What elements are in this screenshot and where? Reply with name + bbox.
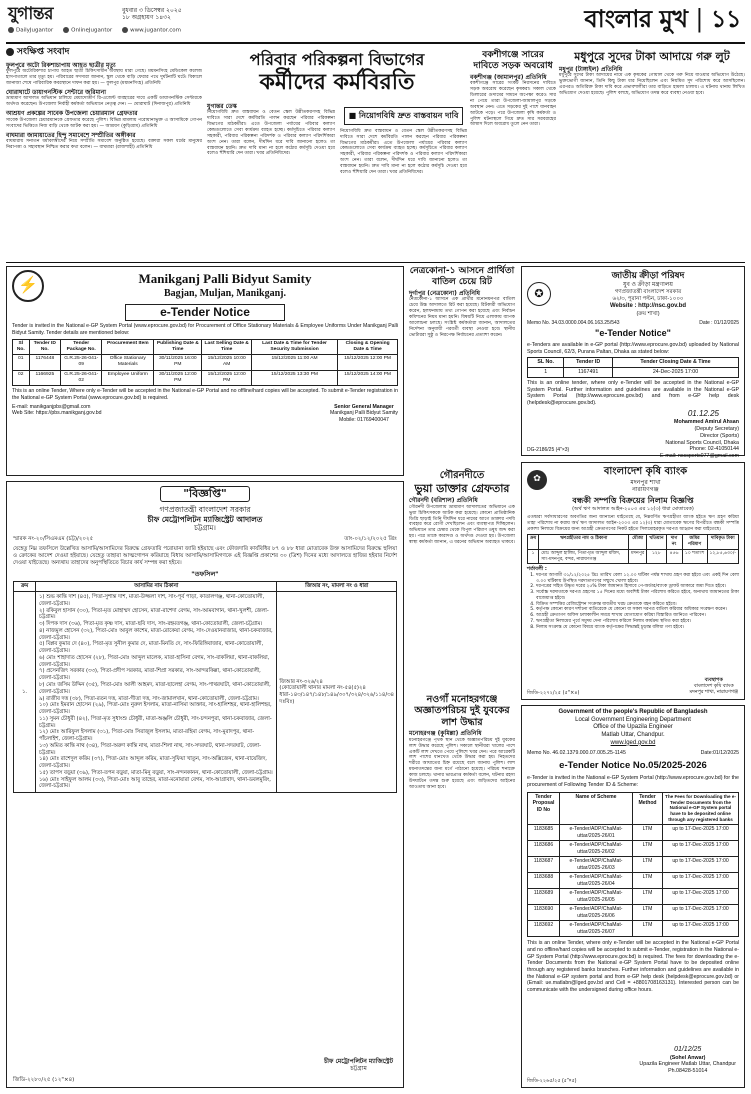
brief-news-title: সংক্ষিপ্ত সংবাদ — [6, 47, 202, 59]
tender-palli-bidyut[interactable] — [6, 266, 404, 476]
list-item: ১৩) অমিত কান্তি নাথ (৩৪), পিতা-অরুণ কান্তি নাথ, মাতা-শিলা নাথ, সাং-সদরঘাট, থানা-সদরঘাট, জেলা-চট্টগ্রাম। — [39, 742, 262, 756]
list-item: ১২) মোঃ আরিফুল ইসলাম (৩১), পিতা-মোঃ সিরাজুল ইসলাম, মাতা-রহিমা বেগম, সাং-মুরাদপুর, থানা-পাঁচলাইশ, জেলা-চট্টগ্রাম। — [39, 729, 255, 743]
table-row: 1 1167491 24-Dec-2025 17:00 — [528, 368, 739, 378]
tender-footer: This is an online Tender, Where only e-Tender will be accepted in the National e-GP Portal and no offline/hard copies will be accepted. To submit e-Tender registration in the National e-GP System Portal (www.eprocure.gov.bd) is required. — [12, 388, 398, 401]
schedule-table: ক্রম আসামির নাম ঠিকানা জিআর নং, মামলা নং ও ধারা ১. ১) শুভ কান্তি দাশ (৪৫), পিতা-সুশান্ত দাশ, মাতা-উজ্জলা দাশ, সাং-পূর্ব পাড়া, কাতালগঞ্জ, থানা-কোতোয়ালী, জেলা-চট্টগ্রাম। ২) রকিবুল হাসান (৩০), পিতা-মৃত মোহাম্মদ হোসেন, মাতা-রাশেদা বেগম, সাং-আমবাগান, থানা-খুলশী, জেলা-চট্টগ্রাম। ৩) দিপক দাস (৩৬), পিতা-মৃত কৃষ্ণ দাস, মাতা-ছবি দাস, সাং-রহমতগঞ্জ, থানা-কোতোয়ালী, জেলা-চট্টগ্রাম। ৪) নাজমুল হোসেন (৩২), পিতা-মোঃ আবুল কাশেম, মাতা-রোকেয়া বেগম, সাং-দেওয়ানবাজার, থানা-চকবাজার, জেলা-চট্টগ্রাম। ৫) বিপ্লব কুমার দে (৪০), পিতা-মৃত সুনীল কুমার দে, মাতা-মিনতি দে, সাং-ফিরিঙ্গিবাজার, থানা-কোতোয়ালী, জেলা-চট্টগ্রাম। ৬) মোঃ শাহাদাত হোসেন (২৮), পিতা-মোঃ আব্দুল মালেক, মাতা-হাসিনা বেগম, সাং-বাকলিয়া, থানা-বাকলিয়া, জেলা-চট্টগ্রাম। ৭) প্রসেনজিৎ সরকার (৩৩), পিতা-প্রদীপ সরকার, মাতা-শিপ্রা সরকার, সাং-আন্দরকিল্লা, থানা-কোতোয়ালী, জেলা-চট্টগ্রাম। ৮) মোঃ জসিম উদ্দিন (৩৫), পিতা-মোঃ আলী আহমদ, মাতা-ছালেহা বেগম, সাং-পাথরঘাটা, থানা-কোতোয়ালী, জেলা-চট্টগ্রাম। ৯) রাজীব দত্ত (৩৮), পিতা-রতন দত্ত, মাতা-গীতা দত্ত, সাং-জামালখান, থানা-কোতোয়ালী, জেলা-চট্টগ্রাম। ১০) মোঃ ইমরান হোসেন (২৯), পিতা-মোঃ নুরুল ইসলাম, মাতা-নাসিমা আক্তার, সাং-হালিশহর, থানা-হালিশহর, জেলা-চট্টগ্রাম। ১১) সুমন চৌধুরী (৪২), পিতা-মৃত সুধাংশু চৌধুরী, মাতা-অঞ্জলি চৌধুরী, সাং-চন্দনপুরা, থানা-চকবাজার, জেলা-চট্টগ্রাম। ১২) মোঃ আরিফুল ইসলাম (৩১), পিতা-মোঃ সিরাজুল ইসলাম, মাতা-রহিমা বেগম, সাং-মুরাদপুর, থানা-পাঁচলাইশ, জেলা-চট্টগ্রাম। ১৩) অমিত কান্তি নাথ (৩৪), পিতা-অরুণ কান্তি নাথ, মাতা-শিলা নাথ, সাং-সদরঘাট, থানা-সদরঘাট, জেলা-চট্টগ্রাম। ১৪) মোঃ রাশেদুল করিম (৩৭), পিতা-মোঃ আব্দুল করিম, মাতা-সুফিয়া খাতুন, সাং-অক্সিজেন, থানা-বায়েজিদ, জেলা-চট্টগ্রাম। ১৫) তাপস বড়ুয়া (৩৯), পিতা-তপন বড়ুয়া, মাতা-মিনু বড়ুয়া, সাং-নন্দনকানন, থানা-কোতোয়ালী, জেলা-চট্টগ্রাম। ১৬) মোঃ সাইফুল আলম (৩৩), পিতা-মোঃ আবু তাহের, মাতা-মনোয়ারা বেগম, সাং-আগ্রাবাদ, থানা-ডবলমুরিং, জেলা-চট্টগ্রাম। জিআর নং-৩২৬/২৪ (কোতোয়ালী থানার মামলা নং-৫৪(৫)২৪ ধারা-১৪৩/১৪৭/১৪৮/১৪৯/৩০৭/৩২৪/৩২৬/১১৪/৩৪ দঃবিঃ) — [13, 581, 397, 793]
list-item: ৩) দিপক দাস (৩৬), পিতা-মৃত কৃষ্ণ দাস, মাতা-ছবি দাস, সাং-রহমতগঞ্জ, থানা-কোতোয়ালী, জেলা-চট্টগ্রাম। — [39, 621, 263, 628]
website-link[interactable]: www.lged.gov.bd — [610, 739, 656, 746]
section-title: বাংলার মুখ | ১১ — [584, 4, 741, 33]
notice-court[interactable]: "বিজ্ঞপ্তি" গণপ্রজাতন্ত্রী বাংলাদেশ সরকার চীফ মেট্রোপলিটন ম্যাজিস্ট্রেট আদালত চট্টগ্রাম। স্মারক নং-২০/সিএমএম (চট্ট)/২০২৫ তাং-০২/১২/২০২৫ খ্রিঃ যেহেতু নিম্ন তফসিলে উল্লেখিত আসামি/আসামিদের বিরুদ্ধে গ্রেফতারি পরোয়ানা জারি হইয়াছে এবং ফৌজদারি কার্যবিধির ৮৭ ও ৮৮ ধারা মোতাবেক উক্ত আসামিদের বিরুদ্ধে হুলিয়া ও ক্রোকের আদেশ দেওয়া হইয়াছে। যেহেতু তাহারা আত্মগোপন করিয়াছে বিধায় আসামি/আসামিগণকে এই বিজ্ঞপ্তি প্রকাশের ৩০ (ত্রিশ) দিনের মধ্যে আদালতে হাজির হইবার নির্দেশ দেওয়া যাইতেছে। অন্যথায় তাহাদের অনুপস্থিতিতে বিচার কার্য সম্পন্ন করা হইবে। "তফসিল" ক্রম আসামির নাম ঠিকানা জিআর নং, মামলা নং ও ধারা ১. ১) শুভ কান্তি দাশ (৪৫), পিতা-সুশান্ত দাশ, মাতা-উজ্জলা দাশ, সাং-পূর্ব পাড়া, কাতালগঞ্জ, থানা-কোতোয়ালী, জেলা-চট্টগ্রাম। ২) রকিবুল হাসান (৩০), পিতা-মৃত মোহাম্মদ হোসেন, মাতা-রাশেদা বেগম, সাং-আমবাগান, থানা-খুলশী, জেলা-চট্টগ্রাম। ৩) দিপক দাস (৩৬), পিতা-মৃত কৃষ্ণ দাস, মাতা-ছবি দাস, সাং-রহমতগঞ্জ, থানা-কোতোয়ালী, জেলা-চট্টগ্রাম। ৪) নাজমুল হোসেন (৩২), পিতা-মোঃ আবুল কাশেম, মাতা-রোকেয়া বেগম, সাং-দেওয়ানবাজার, থানা-চকবাজার, জেলা-চট্টগ্রাম। ৫) বিপ্লব কুমার দে (৪০), পিতা-মৃত সুনীল কুমার দে, মাতা-মিনতি দে, সাং-ফিরিঙ্গিবাজার, থানা-কোতোয়ালী, জেলা-চট্টগ্রাম। ৬) মোঃ শাহাদাত হোসেন (২৮), পিতা-মোঃ আব্দুল মালেক, মাতা-হাসিনা বেগম, সাং-বাকলিয়া, থানা-বাকলিয়া, জেলা-চট্টগ্রাম। ৭) প্রসেনজিৎ সরকার (৩৩), পিতা-প্রদীপ সরকার, মাতা-শিপ্রা সরকার, সাং-আন্দরকিল্লা, থানা-কোতোয়ালী, জেলা-চট্টগ্রাম। ৮) মোঃ জসিম উদ্দিন (৩৫), পিতা-মোঃ আলী আহমদ, মাতা-ছালেহা বেগম, সাং-পাথরঘাটা, থানা-কোতোয়ালী, জেলা-চট্টগ্রাম। ৯) রাজীব দত্ত (৩৮), পিতা-রতন দত্ত, মাতা-গীতা দত্ত, সাং-জামালখান, থানা-কোতোয়ালী, জেলা-চট্টগ্রাম। ১০) মোঃ ইমরান হোসেন (২৯), পিতা-মোঃ নুরুল ইসলাম, মাতা-নাসিমা আক্তার, সাং-হালিশহর, থানা-হালিশহর, জেলা-চট্টগ্রাম। ১১) সুমন চৌধুরী (৪২), পিতা-মৃত সুধাংশু চৌধুরী, মাতা-অঞ্জলি চৌধুরী, সাং-চন্দনপুরা, থানা-চকবাজার, জেলা-চট্টগ্রাম। ১২) মোঃ আরিফুল ইসলাম (৩১), পিতা-মোঃ সিরাজুল ইসলাম, মাতা-রহিমা বেগম, সাং-মুরাদপুর, থানা-পাঁচলাইশ, জেলা-চট্টগ্রাম। ১৩) অমিত কান্তি নাথ (৩৪), পিতা-অরুণ কান্তি নাথ, মাতা-শিলা নাথ, সাং-সদরঘাট, থানা-সদরঘাট, জেলা-চট্টগ্রাম। ১৪) মোঃ রাশেদুল করিম (৩৭), পিতা-মোঃ আব্দুল করিম, মাতা-সুফিয়া খাতুন, সাং-অক্সিজেন, থানা-বায়েজিদ, জেলা-চট্টগ্রাম। ১৫) তাপস বড়ুয়া (৩৯), পিতা-তপন বড়ুয়া, মাতা-মিনু বড়ুয়া, সাং-নন্দনকানন, থানা-কোতোয়ালী, জেলা-চট্টগ্রাম। ১৬) মোঃ সাইফুল আলম (৩৩), পিতা-মোঃ আবু তাহের, মাতা-মনোয়ারা বেগম, সাং-আগ্রাবাদ, থানা-ডবলমুরিং, জেলা-চট্টগ্রাম। জিআর নং-৩২৬/২৪ (কোতোয়ালী থানার মামলা নং-৫৪(৫)২৪ ধারা-১৪৩/১৪৭/১৪৮/১৪৯/৩০৭/৩২৪/৩২৬/১১৪/৩৪ দঃবিঃ) চীফ মেট্রোপলিটন ম্যাজিস্ট্রেট চট্টগ্রাম জিডি-২২৮০/২৫ (১২"×৪) — [6, 481, 404, 1088]
story-nomination[interactable] — [409, 266, 515, 466]
col-header: Tender ID No. — [29, 339, 61, 355]
col-header: Last Selling Date & Time — [202, 339, 252, 355]
table-row: 1183688 e-Tender/ADP/ChaMat-uttar/2025-26/04 LTM up to 17-Dec-2025 17:00 — [528, 873, 739, 889]
list-item: ৬) মোঃ শাহাদাত হোসেন (২৮), পিতা-মোঃ আব্দুল মালেক, মাতা-হাসিনা বেগম, সাং-বাকলিয়া, থানা-বাকলিয়া, জেলা-চট্টগ্রাম। — [39, 654, 270, 668]
memo-date: Date:01/12/2025 — [700, 750, 739, 757]
table-row: 1183690 e-Tender/ADP/ChaMat-uttar/2025-26/06 LTM up to 17-Dec-2025 17:00 — [528, 905, 739, 921]
list-item: ১৪) মোঃ রাশেদুল করিম (৩৭), পিতা-মোঃ আব্দুল করিম, মাতা-সুফিয়া খাতুন, সাং-অক্সিজেন, থানা-বায়েজিদ, জেলা-চট্টগ্রাম। — [39, 756, 267, 770]
notice-title: e-Tender Notice No.05/2025-2026 — [559, 760, 707, 772]
story-byline: মধুপুর (টাঙ্গাইল) প্রতিনিধি — [559, 65, 623, 73]
signatory: (Sohel Anwar) — [670, 1054, 706, 1061]
story-fake-doctor[interactable] — [409, 470, 515, 688]
story-byline: দুর্গাপুর (নেত্রকোনা) প্রতিনিধি — [409, 289, 481, 297]
memo-no: Memo No. 34.03.0000.004.06.163.25/543 — [527, 319, 620, 326]
brief-headline: ফুলপুরে অটো রিকশাচাপায় আহত ছাত্রীর মৃত্যু — [6, 61, 116, 69]
issue-date: বুধবার ৩ ডিসেম্বর ২০২৫ — [122, 7, 182, 14]
bank-name: বাংলাদেশ কৃষি ব্যাংক — [603, 466, 688, 477]
bullet-icon — [6, 48, 14, 56]
table-row: 1183685 e-Tender/ADP/ChaMat-uttar/2025-26/01 LTM up to 17-Dec-2025 17:00 — [528, 825, 739, 841]
list-item: ৪) নাজমুল হোসেন (৩২), পিতা-মোঃ আবুল কাশেম, মাতা-রোকেয়া বেগম, সাং-দেওয়ানবাজার, থানা-চকবাজার, জেলা-চট্টগ্রাম। — [39, 627, 273, 641]
gov-seal-icon: ✪ — [527, 282, 551, 306]
story-cattle[interactable] — [559, 50, 745, 258]
story-body: গৌরনদী উপজেলায় ভ্রাম্যমাণ আদালতের অভিযানে এক ভুয়া চিকিৎসককে আটক করা হয়েছে। কোনো প্রাতিষ্ঠানিক ডিগ্রি ছাড়াই তিনি দীর্ঘদিন ধরে নামের আগে ডাক্তার পদবি ব্যবহার করে রোগী দেখছিলেন এবং ব্যবস্থাপত্র দিচ্ছিলেন। অভিযানে তার চেম্বার থেকে বিপুল পরিমাণ ওষুধ জব্দ করা হয়। পরে তাকে কারাদণ্ড ও অর্থদণ্ড দেওয়া হয়। উপজেলা স্বাস্থ্য কর্মকর্তা জানান, এ ধরনের অভিযান অব্যাহত থাকবে। — [409, 504, 515, 546]
brief-item[interactable] — [6, 110, 202, 129]
tender-table: SL No. Tender ID Tender Closing Date & Time 1 1167491 24-Dec-2025 17:00 — [527, 357, 739, 378]
court-name: চীফ মেট্রোপলিটন ম্যাজিস্ট্রেট আদালত — [147, 514, 263, 524]
contact-email[interactable]: E-mail: nscsports077@gmail.com — [660, 453, 739, 460]
list-item: ১) শুভ কান্তি দাশ (৪৫), পিতা-সুশান্ত দাশ, মাতা-উজ্জলা দাশ, সাং-পূর্ব পাড়া, কাতালগঞ্জ, থানা-কোতোয়ালী, জেলা-চট্টগ্রাম। — [39, 594, 265, 607]
newspaper-logo[interactable]: যুগান্তর — [8, 4, 53, 24]
tender-table — [12, 339, 398, 387]
lead-body-col2: নিয়োগবিধি দ্রুত বাস্তবায়ন ও বেতন স্কেল উন্নীতকরণসহ বিভিন্ন দাবিতে সারা দেশে কর্মবিরতি পালন করছেন পরিবার পরিকল্পনা বিভাগের মাঠকর্মীরা। এতে উপজেলা পর্যায়ের পরিবার কল্যাণ কেন্দ্রগুলোতে সেবা কার্যক্রম ব্যাহত হচ্ছে। কর্মসূচিতে পরিবার কল্যাণ সহকারী, পরিবার পরিকল্পনা পরিদর্শক ও পরিবার কল্যাণ পরিদর্শিকারা অংশ নেন। তারা বলেন, দীর্ঘদিন ধরে দাবি জানানো হলেও তা বাস্তবায়ন হয়নি। দ্রুত দাবি মানা না হলে কঠোর কর্মসূচি দেওয়া হবে বলেও হুঁশিয়ারি দেন তারা। খবর প্রতিনিধিদের। — [340, 128, 467, 175]
table-row: ১. ১) শুভ কান্তি দাশ (৪৫), পিতা-সুশান্ত দাশ, মাতা-উজ্জলা দাশ, সাং-পূর্ব পাড়া, কাতালগঞ্জ, থানা-কোতোয়ালী, জেলা-চট্টগ্রাম। ২) রকিবুল হাসান (৩০), পিতা-মৃত মোহাম্মদ হোসেন, মাতা-রাশেদা বেগম, সাং-আমবাগান, থানা-খুলশী, জেলা-চট্টগ্রাম। ৩) দিপক দাস (৩৬), পিতা-মৃত কৃষ্ণ দাস, মাতা-ছবি দাস, সাং-রহমতগঞ্জ, থানা-কোতোয়ালী, জেলা-চট্টগ্রাম। ৪) নাজমুল হোসেন (৩২), পিতা-মোঃ আবুল কাশেম, মাতা-রোকেয়া বেগম, সাং-দেওয়ানবাজার, থানা-চকবাজার, জেলা-চট্টগ্রাম। ৫) বিপ্লব কুমার দে (৪০), পিতা-মৃত সুনীল কুমার দে, মাতা-মিনতি দে, সাং-ফিরিঙ্গিবাজার, থানা-কোতোয়ালী, জেলা-চট্টগ্রাম। ৬) মোঃ শাহাদাত হোসেন (২৮), পিতা-মোঃ আব্দুল মালেক, মাতা-হাসিনা বেগম, সাং-বাকলিয়া, থানা-বাকলিয়া, জেলা-চট্টগ্রাম। ৭) প্রসেনজিৎ সরকার (৩৩), পিতা-প্রদীপ সরকার, মাতা-শিপ্রা সরকার, সাং-আন্দরকিল্লা, থানা-কোতোয়ালী, জেলা-চট্টগ্রাম। ৮) মোঃ জসিম উদ্দিন (৩৫), পিতা-মোঃ আলী আহমদ, মাতা-ছালেহা বেগম, সাং-পাথরঘাটা, থানা-কোতোয়ালী, জেলা-চট্টগ্রাম। ৯) রাজীব দত্ত (৩৮), পিতা-রতন দত্ত, মাতা-গীতা দত্ত, সাং-জামালখান, থানা-কোতোয়ালী, জেলা-চট্টগ্রাম। ১০) মোঃ ইমরান হোসেন (২৯), পিতা-মোঃ নুরুল ইসলাম, মাতা-নাসিমা আক্তার, সাং-হালিশহর, থানা-হালিশহর, জেলা-চট্টগ্রাম। ১১) সুমন চৌধুরী (৪২), পিতা-মৃত সুধাংশু চৌধুরী, মাতা-অঞ্জলি চৌধুরী, সাং-চন্দনপুরা, থানা-চকবাজার, জেলা-চট্টগ্রাম। ১২) মোঃ আরিফুল ইসলাম (৩১), পিতা-মোঃ সিরাজুল ইসলাম, মাতা-রহিমা বেগম, সাং-মুরাদপুর, থানা-পাঁচলাইশ, জেলা-চট্টগ্রাম। ১৩) অমিত কান্তি নাথ (৩৪), পিতা-অরুণ কান্তি নাথ, মাতা-শিলা নাথ, সাং-সদরঘাট, থানা-সদরঘাট, জেলা-চট্টগ্রাম। ১৪) মোঃ রাশেদুল করিম (৩৭), পিতা-মোঃ আব্দুল করিম, মাতা-সুফিয়া খাতুন, সাং-অক্সিজেন, থানা-বায়েজিদ, জেলা-চট্টগ্রাম। ১৫) তাপস বড়ুয়া (৩৯), পিতা-তপন বড়ুয়া, মাতা-মিনু বড়ুয়া, সাং-নন্দনকানন, থানা-কোতোয়ালী, জেলা-চট্টগ্রাম। ১৬) মোঃ সাইফুল আলম (৩৩), পিতা-মোঃ আবু তাহের, মাতা-মনোয়ারা বেগম, সাং-আগ্রাবাদ, থানা-ডবলমুরিং, জেলা-চট্টগ্রাম। জিআর নং-৩২৬/২৪ (কোতোয়ালী থানার মামলা নং-৫৪(৫)২৪ ধারা-১৪৩/১৪৭/১৪৮/১৪৯/৩০৭/৩২৪/৩২৬/১১৪/৩৪ দঃবিঃ) — [14, 592, 397, 793]
memo-no: Memo No. 46.02.1379.000.07.005.25-1145 — [527, 750, 626, 757]
signatory: Mohammed Amirul Ahsan — [674, 419, 739, 426]
list-item: ৭) প্রসেনজিৎ সরকার (৩৩), পিতা-প্রদীপ সরকার, মাতা-শিপ্রা সরকার, সাং-আন্দরকিল্লা, থানা-কোতোয়ালী, জেলা-চট্টগ্রাম। — [39, 668, 261, 682]
auction-table: ক্রম ঋণগ্রহীতার নাম ও ঠিকানা মৌজা খতিয়ান দাগ নং জমির পরিমাণ দাবিকৃত টাকা ১ মোঃ আব্দুল হালিম, পিতা-মৃত আব্দুল মজিদ, সাং-মদনপুর, বন্দর, নারায়ণগঞ্জ মদনপুর ১২৮ ৪৫৬ ১০ শতাংশ ১২,৮৫,৬৩০/- — [527, 534, 739, 564]
schedule-title: "তফসিল" — [191, 569, 219, 578]
ad-code: জিডি-২২৬৫/২৫ (৫"×৫) — [527, 1077, 577, 1084]
tender-intro: Tender is invited in the National e-GP System Portal (www.eprocure.gov.bd) for Procurement of Office Stationary Materials & Employee Uniforms Under Manikganj Palli Bidyut Samity. Tender details are mentioned below: — [12, 323, 398, 337]
website-link[interactable]: Website : http://nsc.gov.bd — [609, 303, 687, 310]
list-item: ৮) মোঃ জসিম উদ্দিন (৩৫), পিতা-মোঃ আলী আহমদ, মাতা-ছালেহা বেগম, সাং-পাথরঘাটা, থানা-কোতোয়ালী, জেলা-চট্টগ্রাম। — [39, 682, 271, 695]
story-headline: নওগাঁ মনোহরগঞ্জে অজ্ঞাতপরিচয় দুই যুবকের লাশ উদ্ধার — [414, 694, 510, 728]
list-item: 8. নিলাম সংক্রান্ত যে কোনো বিষয়ে ব্যাংক কর্তৃপক্ষের সিদ্ধান্তই চূড়ান্ত বলিয়া গণ্য হইবে। — [536, 625, 739, 631]
story-headline: বকশীগঞ্জে সারের দাবিতে সড়ক অবরোধ — [473, 50, 553, 71]
table-row: 1183687 e-Tender/ADP/ChaMat-uttar/2025-26/03 LTM up to 17-Dec-2025 17:00 — [528, 857, 739, 873]
online-link[interactable]: OnlineJugantor — [63, 27, 112, 35]
masthead-rule — [6, 42, 745, 44]
table-row: 1183692 e-Tender/ADP/ChaMat-uttar/2025-26/07 LTM up to 17-Dec-2025 17:00 — [528, 921, 739, 937]
col-header: Tender Package No. — [61, 339, 102, 355]
story-headline: মধুপুরে সুদের টাকা আদায়ে গরু লুট — [574, 50, 730, 63]
table-row: 1183686 e-Tender/ADP/ChaMat-uttar/2025-26/02 LTM up to 17-Dec-2025 17:00 — [528, 841, 739, 857]
tender-table: Tender Proposal ID No Name of Scheme Tender Method The Fees for Downloading the e-Tender Documents from the National e-GP System portal have to be deposited online through any registered banks 1183685 e-Tender/ADP/ChaMat-uttar/2025-26/01 LTM up to 17-Dec-2025 17:00 1183686 e-Tender/ADP/ChaMat-uttar/2025-26/02 LTM up to 17-Dec-2025 17:00 1183687 e-Tender/ADP/ChaMat-uttar/2025-26/03 LTM up to 17-Dec-2025 17:00 1183688 e-Tender/ADP/ChaMat-uttar/2025-26/04 LTM up to 17-Dec-2025 17:00 1183689 e-Tender/ADP/ChaMat-uttar/2025-26/05 LTM up to 17-Dec-2025 17:00 1183690 e-Tender/ADP/ChaMat-uttar/2025-26/06 LTM up to 17-Dec-2025 17:00 1183692 e-Tender/ADP/ChaMat-uttar/2025-26/07 LTM up to 17-Dec-2025 17:00 — [527, 792, 739, 938]
issue-date-bangla: ১৮ অগ্রহায়ণ ১৪৩২ — [122, 14, 171, 21]
list-item: 1. দরপত্র আগামী ৩১/১২/২০২৫ খ্রিঃ তারিখ বেলা ১২.০০ ঘটিকা পর্যন্ত শাখায় গ্রহণ করা হইবে এবং একই দিন বেলা ৩.০০ ঘটিকায় উপস্থিত দরদাতাগণের সম্মুখে খোলা হইবে। — [536, 573, 739, 585]
ad-code: DG-2186/25 (4"×3) — [527, 446, 570, 453]
lead-body-col1: নিয়োগবিধি দ্রুত বাস্তবায়ন ও বেতন স্কেল উন্নীতকরণসহ বিভিন্ন দাবিতে সারা দেশে কর্মবিরতি পালন করছেন পরিবার পরিকল্পনা বিভাগের মাঠকর্মীরা। এতে উপজেলা পর্যায়ের পরিবার কল্যাণ কেন্দ্রগুলোতে সেবা কার্যক্রম ব্যাহত হচ্ছে। কর্মসূচিতে পরিবার কল্যাণ সহকারী, পরিবার পরিকল্পনা পরিদর্শক ও পরিবার কল্যাণ পরিদর্শিকারা অংশ নেন। তারা বলেন, দীর্ঘদিন ধরে দাবি জানানো হলেও তা বাস্তবায়ন হয়নি। দ্রুত দাবি মানা না হলে কঠোর কর্মসূচি দেওয়া হবে বলেও হুঁশিয়ারি দেন তারা। খবর প্রতিনিধিদের। — [207, 110, 335, 157]
story-body: মধুপুরে সুদের টাকা আদায়ের নামে এক কৃষকের গোয়াল থেকে গরু নিয়ে যাওয়ার অভিযোগ উঠেছে। ভুক্তভোগী জানান, তিনি কিছু টাকা ধার নিয়েছিলেন এবং নিয়মিত সুদ পরিশোধ করে আসছিলেন। এরপরও অতিরিক্ত টাকা দাবি করে প্রভাবশালীরা তার বাড়িতে হামলা চালায়। এ ঘটনায় থানায় লিখিত অভিযোগ দেওয়া হয়েছে। পুলিশ বলছে, অভিযোগ তদন্ত করে ব্যবস্থা নেওয়া হবে। — [559, 73, 745, 97]
accused-list — [36, 592, 277, 793]
lead-headline: পরিবার পরিকল্পনা বিভাগের কর্মীদের কর্মবিরতি — [249, 50, 425, 96]
list-item: ১৫) তাপস বড়ুয়া (৩৯), পিতা-তপন বড়ুয়া, মাতা-মিনু বড়ুয়া, সাং-নন্দনকানন, থানা-কোতোয়ালী, জেলা-চট্টগ্রাম। — [39, 769, 273, 776]
tender-org: Manikganj Palli Bidyut Samity — [138, 271, 312, 287]
quote-icon: ■ — [348, 110, 359, 120]
memo-no: স্মারক নং-২০/সিএমএম (চট্ট)/২০২৫ — [13, 536, 94, 543]
facebook-link[interactable]: DailyJugantor — [8, 27, 53, 35]
story-byline: গৌরনদী (বরিশাল) প্রতিনিধি — [409, 497, 478, 505]
brief-headline: আশ্রয়ণ প্রকল্পের সাবেক উপজেলা চেয়ারম্যান গ্রেফতার — [6, 110, 138, 118]
notice-title: "বিজ্ঞপ্তি" — [160, 486, 250, 502]
table-row: 02 1166925 G.R.25-26-041-02 Employee Uniform 30/11/2025 12:00 PM 15/12/2025 12:00 PM 15/12/2025 13:30 PM 15/12/2025 14:00 PM — [13, 370, 398, 386]
signatory: ব্যবস্থাপক — [704, 677, 723, 683]
list-item: ৯) রাজীব দত্ত (৩৮), পিতা-রতন দত্ত, মাতা-গীতা দত্ত, সাং-জামালখান, থানা-কোতোয়ালী, জেলা-চট্টগ্রাম। — [39, 695, 259, 702]
lead-story[interactable] — [207, 50, 467, 258]
story-body: বকশীগঞ্জে সারের সংকট নিরসনের দাবিতে সড়ক অবরোধ করেছেন কৃষকরা। সকাল থেকে ডিলারের গুদামের সামনে অপেক্ষা করেও সার না পেয়ে তারা উপজেলা-জামালপুর সড়কে অবস্থান নেন। এতে সড়কের দুই পাশে যানবাহন আটকে পড়ে। পরে উপজেলা কৃষি কর্মকর্তা ও পুলিশ ঘটনাস্থলে গিয়ে দ্রুত সার সরবরাহের আশ্বাস দিলে অবরোধ তুলে নেন তারা। — [470, 81, 556, 128]
website-link[interactable]: www.jugantor.com — [122, 27, 181, 35]
tender-website[interactable]: Web Site: https://pbs.manikganj.gov.bd — [12, 410, 102, 417]
lead-byline: যুগান্তর ডেস্ক — [207, 102, 237, 110]
pull-quote: ■ নিয়োগবিধি দ্রুত বাস্তবায়ন দাবি — [344, 107, 463, 125]
ad-code: জিডি-২২৭২/২৫ (৫"×৪) — [527, 689, 580, 696]
list-item: ২) রকিবুল হাসান (৩০), পিতা-মৃত মোহাম্মদ হোসেন, মাতা-রাশেদা বেগম, সাং-আমবাগান, থানা-খুলশী, জেলা-চট্টগ্রাম। — [39, 607, 269, 621]
brief-body: ফুলপুরে অটোরিকশার চাপায় আহত ছাত্রী চিকিৎসাধীন অবস্থায় মারা গেছে। ময়মনসিংহ মেডিকেল কলেজ হাসপাতালে তার মৃত্যু হয়। পরিবারের সদস্যরা জানান, স্কুল থেকে বাড়ি ফেরার পথে দুর্ঘটনাটি ঘটে। বিকালে জানাজা শেষে পারিবারিক কবরস্থানে দাফন করা হয়। — ফুলপুর (ময়মনসিংহ) প্রতিনিধি — [6, 69, 202, 86]
notice-lged-tender[interactable]: Government of the people's Republic of Bangladesh Local Government Engineering Department Office of the Upazila Engineer Matlab Uttar, Chandpur. www.lged.gov.bd Memo No. 46.02.1379.000.07.005.25-1145 Date:01/12/2025 e-Tender Notice No.05/2025-2026 e-Tender is invited in the National e-GP System Portal (http://www.eprocure.gov.bd) for the procurement of Following Tender ID & Scheme: Tender Proposal ID No Name of Scheme Tender Method The Fees for Downloading the e-Tender Documents from the National e-GP System portal have to be deposited online through any registered banks 1183685 e-Tender/ADP/ChaMat-uttar/2025-26/01 LTM up to 17-Dec-2025 17:00 1183686 e-Tender/ADP/ChaMat-uttar/2025-26/02 LTM up to 17-Dec-2025 17:00 1183687 e-Tender/ADP/ChaMat-uttar/2025-26/03 LTM up to 17-Dec-2025 17:00 1183688 e-Tender/ADP/ChaMat-uttar/2025-26/04 LTM up to 17-Dec-2025 17:00 1183689 e-Tender/ADP/ChaMat-uttar/2025-26/05 LTM up to 17-Dec-2025 17:00 1183690 e-Tender/ADP/ChaMat-uttar/2025-26/06 LTM up to 17-Dec-2025 17:00 1183692 e-Tender/ADP/ChaMat-uttar/2025-26/07 LTM up to 17-Dec-2025 17:00 This is an online Tender, where only e-Tender will be accepted in the National e-GP Portal and no offline/hard copies will be accepted to submit e-Tender, registration in the National e-GP System Portal (http://www.eprocure.gov.bd) is required. The fees for downloading the e-Tender Documents from the National e-GP System Portal have to be deposited online through any registered banks branches. Further information and guidelines are available in the National e-GP system portal and from e-GP help desk (helpdesk@eprocure.gov.bd) or (Email: ue.matlabn@lged.gov.bd and Cell = +8801708163131). Interested person can be communicate with the undersigned during office hours. 01/12/25 (Sohel Anwar) Upazila Engineer Matlab Uttar, Chandpur Ph.08428-51014 জিডি-২২৬৫/২৫ (৫"×৫) — [521, 705, 745, 1088]
bank-logo-icon: ✿ — [527, 470, 547, 490]
story-byline: বকশীগঞ্জ (জামালপুর) প্রতিনিধি — [470, 73, 547, 81]
list-item: 5. কর্তৃপক্ষ কোনো কারণ দর্শানো ব্যতিরেকে যে কোনো বা সকল দরপত্র বাতিল করিবার অধিকার সংরক্ষণ করেন। — [536, 607, 739, 613]
col-header: Closing & Opening Date & Time — [338, 339, 398, 355]
brief-news-column — [6, 47, 202, 261]
list-item: ১১) সুমন চৌধুরী (৪২), পিতা-মৃত সুধাংশু চৌধুরী, মাতা-অঞ্জলি চৌধুরী, সাং-চন্দনপুরা, থানা-চকবাজার, জেলা-চট্টগ্রাম। — [39, 715, 272, 729]
masthead — [0, 0, 751, 44]
memo-date: তাং-০২/১২/২০২৫ খ্রিঃ — [344, 536, 397, 543]
notice-title: বন্ধকী সম্পত্তি বিক্রয়ের নিলাম বিজ্ঞপ্তি — [572, 496, 694, 506]
col-header: Last Date & Time for Tender Security Submission — [251, 339, 337, 355]
col-header: Sl No. — [13, 339, 30, 355]
story-body: মনোহরগঞ্জে পৃথক স্থান থেকে অজ্ঞাতপরিচয় দুই যুবকের লাশ উদ্ধার করেছে পুলিশ। সকালে স্থানীয়রা খালের পাশে একটি লাশ দেখতে পেয়ে পুলিশে খবর দেন। পরে আরেকটি লাশ পাশের ধানখেত থেকে উদ্ধার করা হয়। নিহতদের শরীরে আঘাতের চিহ্ন রয়েছে বলে জানায় পুলিশ। লাশ ময়নাতদন্তের জন্য মর্গে পাঠানো হয়েছে। পরিচয় শনাক্তে কাজ চলছে। থানার ভারপ্রাপ্ত কর্মকর্তা বলেন, ঘটনার রহস্য উদঘাটনে তদন্ত শুরু হয়েছে এবং জড়িতদের আইনের আওতায় আনা হবে। — [409, 737, 515, 790]
story-headline: নেত্রকোনা-১ আসনে প্রার্থিতা বাতিল চেয়ে রিট — [409, 266, 515, 287]
brief-headline: বাঘমারা জামায়াতের হিন্দু সমাবেশে সম্প্রীতির অঙ্গীকার — [6, 131, 136, 139]
story-byline: মনোহরগঞ্জ (কুমিল্লা) প্রতিনিধি — [409, 730, 482, 738]
story-road-block[interactable] — [470, 50, 556, 258]
pbs-logo-icon: ⚡ — [12, 270, 44, 302]
facebook-icon — [8, 27, 14, 33]
signature-date: 01.12.25 — [687, 408, 719, 418]
social-links — [8, 27, 181, 35]
page-number: ১১ — [710, 4, 741, 33]
brief-headline: ঘোরাঘাটে ডায়াগনস্টিক সেন্টারে জরিমানা — [6, 88, 106, 96]
ad-code: জিডি-২২৮০/২৫ (১২"×৪) — [13, 1076, 75, 1083]
story-bodies-recovered[interactable] — [409, 694, 515, 1088]
brief-body: ভ্রাম্যমাণ আদালত অভিযান চালিয়ে মেয়াদোত্তীর্ণ রি-এজেন্ট ব্যবহারের দায়ে একটি ডায়াগনস্টিক সেন্টারকে অর্থদণ্ড করেছেন। উপজেলা নির্বাহী কর্মকর্তা অভিযানে নেতৃত্ব দেন। — ঘোরাঘাট (দিনাজপুর) প্রতিনিধি — [6, 96, 202, 108]
globe-icon — [63, 27, 69, 33]
tender-email[interactable]: E-mail: manikganjpbs@gmail.com — [12, 403, 91, 410]
story-headline: গৌরনদীতে ভুয়া ডাক্তার গ্রেফতার — [414, 470, 510, 495]
brief-body: বাঘমারায় সনাতন ধর্মাবলম্বীদের নিয়ে সম্প্রীতি সমাবেশ অনুষ্ঠিত হয়েছে। বক্তারা সকল ধর্মের মানুষের নিরাপত্তা ও সহাবস্থান নিশ্চিত করার কথা বলেন। — বাঘমারা (রাজশাহী) প্রতিনিধি — [6, 139, 202, 151]
terms-list — [527, 573, 739, 631]
col-header: Publishing Date & Time — [154, 339, 202, 355]
col-header: Procurement Item — [102, 339, 154, 355]
web-icon — [122, 27, 128, 33]
table-row: ১ মোঃ আব্দুল হালিম, পিতা-মৃত আব্দুল মজিদ, সাং-মদনপুর, বন্দর, নারায়ণগঞ্জ মদনপুর ১২৮ ৪৫৬ ১০ শতাংশ ১২,৮৫,৬৩০/- — [528, 549, 739, 564]
list-item: 3. সর্বোচ্চ দরদাতাকে দরপত্র গ্রহণের ১৫ দিনের মধ্যে অবশিষ্ট টাকা পরিশোধ করিতে হইবে, অন্যথায় জামানতের টাকা বাজেয়াপ্ত হইবে। — [536, 590, 739, 602]
list-item: 2. দরপত্রের সহিত উদ্ধৃত দরের ২৫% টাকা জামানত হিসাবে পে-অর্ডার/ব্যাংক ড্রাফট আকারে জমা দিতে হইবে। — [536, 584, 739, 590]
signature-date: 01/12/25 — [674, 1045, 702, 1053]
case-reference: জিআর নং-৩২৬/২৪ (কোতোয়ালী থানার মামলা নং-৫৪(৫)২৪ ধারা-১৪৩/১৪৭/১৪৮/১৪৯/৩০৭/৩২৪/৩২৬/১১৪/৩৪ দঃবিঃ) — [277, 592, 397, 793]
list-item: 6. আগ্রহী ক্রেতাগণ অফিস চলাকালীন সময়ে শাখায় যোগাযোগ করিয়া বিস্তারিত জানিতে পারিবেন। — [536, 613, 739, 619]
brief-item[interactable] — [6, 89, 202, 108]
org-name: জাতীয় ক্রীড়া পরিষদ — [611, 270, 685, 280]
list-item: 4. বিক্রিত সম্পত্তির রেজিস্ট্রেশন সংক্রান্ত যাবতীয় খরচ ক্রেতাকে বহন করিতে হইবে। — [536, 602, 739, 608]
list-item: 7. ঋণগ্রহীতা নিলামের পূর্বে সমুদয় দেনা পরিশোধ করিলে নিলাম কার্যক্রম স্থগিত করা হইবে। — [536, 619, 739, 625]
notice-title: "e-Tender Notice" — [595, 328, 671, 339]
brief-body: সাবেক উপজেলা চেয়ারম্যানকে গ্রেফতার করেছে পুলিশ। বিভিন্ন মামলায় পরোয়ানাভুক্ত এ আসামিকে গোপন সংবাদের ভিত্তিতে নিজ বাড়ি থেকে আটক করা হয়। — আশ্রয়ণ (কুড়িগ্রাম) প্রতিনিধি — [6, 117, 202, 129]
signatory-mobile: Mobile: 01769400047 — [339, 416, 389, 423]
list-item: ১০) মোঃ ইমরান হোসেন (২৯), পিতা-মোঃ নুরুল ইসলাম, মাতা-নাসিমা আক্তার, সাং-হালিশহর, থানা-হালিশহর, জেলা-চট্টগ্রাম। — [39, 702, 272, 716]
signatory: চীফ মেট্রোপলিটন ম্যাজিস্ট্রেট — [324, 1057, 393, 1065]
notice-krishi-bank[interactable]: ✿ বাংলাদেশ কৃষি ব্যাংক মদনপুর শাখা নারায়ণগঞ্জ বন্ধকী সম্পত্তি বিক্রয়ের নিলাম বিজ্ঞপ্তি (অর্থ ঋণ আদালত আইন-২০০৩ এর ১২(৩) ধারা মোতাবেক) এতদ্বারা সর্বসাধারণের অবগতির জন্য জানানো যাইতেছে যে, নিম্নবর্ণিত ঋণগ্রহীতা ব্যাংক হইতে ঋণ গ্রহণ করিয়া তাহা পরিশোধ না করায় অর্থ ঋণ আদালত আইন-২০০৩ এর ১২(৩) ধারা মোতাবেক ঋণের বিপরীতে বন্ধকী সম্পত্তি প্রকাশ্য নিলামে বিক্রয়ের জন্য আগ্রহী ক্রেতাগণের নিকট হইতে সিলমোহরকৃত দরপত্র আহ্বান করা যাইতেছে। ক্রম ঋণগ্রহীতার নাম ও ঠিকানা মৌজা খতিয়ান দাগ নং জমির পরিমাণ দাবিকৃত টাকা ১ মোঃ আব্দুল হালিম, পিতা-মৃত আব্দুল মজিদ, সাং-মদনপুর, বন্দর, নারায়ণগঞ্জ মদনপুর ১২৮ ৪৫৬ ১০ শতাংশ ১২,৮৫,৬৩০/- শর্তাবলী : 1. দরপত্র আগামী ৩১/১২/২০২৫ খ্রিঃ তারিখ বেলা ১২.০০ ঘটিকা পর্যন্ত শাখায় গ্রহণ করা হইবে এবং একই দিন বেলা ৩.০০ ঘটিকায় উপস্থিত দরদাতাগণের সম্মুখে খোলা হইবে। 2. দরপত্রের সহিত উদ্ধৃত দরের ২৫% টাকা জামানত হিসাবে পে-অর্ডার/ব্যাংক ড্রাফট আকারে জমা দিতে হইবে। 3. সর্বোচ্চ দরদাতাকে দরপত্র গ্রহণের ১৫ দিনের মধ্যে অবশিষ্ট টাকা পরিশোধ করিতে হইবে, অন্যথায় জামানতের টাকা বাজেয়াপ্ত হইবে। 4. বিক্রিত সম্পত্তির রেজিস্ট্রেশন সংক্রান্ত যাবতীয় খরচ ক্রেতাকে বহন করিতে হইবে। 5. কর্তৃপক্ষ কোনো কারণ দর্শানো ব্যতিরেকে যে কোনো বা সকল দরপত্র বাতিল করিবার অধিকার সংরক্ষণ করেন। 6. আগ্রহী ক্রেতাগণ অফিস চলাকালীন সময়ে শাখায় যোগাযোগ করিয়া বিস্তারিত জানিতে পারিবেন। 7. ঋণগ্রহীতা নিলামের পূর্বে সমুদয় দেনা পরিশোধ করিলে নিলাম কার্যক্রম স্থগিত করা হইবে। 8. নিলাম সংক্রান্ত যে কোনো বিষয়ে ব্যাংক কর্তৃপক্ষের সিদ্ধান্তই চূড়ান্ত বলিয়া গণ্য হইবে। ব্যবস্থাপক বাংলাদেশ কৃষি ব্যাংক মদনপুর শাখা, নারায়ণগঞ্জ জিডি-২২৭২/২৫ (৫"×৪) — [521, 462, 745, 700]
table-row: 01 1176448 G.R.25-26-041-09 Office Stationary Materials 30/11/2025 16:00 PM 15/12/2025 10:00 AM 15/12/2025 11:00 AM 15/12/2025 12:00 PM — [13, 355, 398, 371]
list-item: ১৬) মোঃ সাইফুল আলম (৩৩), পিতা-মোঃ আবু তাহের, মাতা-মনোয়ারা বেগম, সাং-আগ্রাবাদ, থানা-ডবলমুরিং, জেলা-চট্টগ্রাম। — [39, 776, 271, 790]
signatory: Senior General Manager — [334, 403, 394, 410]
list-item: ৫) বিপ্লব কুমার দে (৪০), পিতা-মৃত সুনীল কুমার দে, মাতা-মিনতি দে, সাং-ফিরিঙ্গিবাজার, থানা-কোতোয়ালী, জেলা-চট্টগ্রাম। — [39, 641, 264, 655]
story-body: নেত্রকোনা-১ আসনে এক প্রার্থীর মনোনয়নপত্র বাতিল চেয়ে উচ্চ আদালতে রিট করা হয়েছে। রিটকারী অভিযোগ করেন, হলফনামায় তথ্য গোপন করা হয়েছে এবং নির্বাচন কমিশনের নিয়ম মানা হয়নি। বিষয়টি নিয়ে এলাকায় ব্যাপক আলোচনা চলছে। সংশ্লিষ্ট কর্মকর্তারা জানান, আদালতের নির্দেশনা অনুযায়ী পরবর্তী ব্যবস্থা নেওয়া হবে। স্থানীয় ভোটাররা সুষ্ঠু ও নিরপেক্ষ নির্বাচনের প্রত্যাশা করেন। — [409, 297, 515, 338]
notice-sports-council[interactable]: ✪ জাতীয় ক্রীড়া পরিষদ যুব ও ক্রীড়া মন্ত্রণালয় গণপ্রজাতন্ত্রী বাংলাদেশ সরকার ৬২/৩, পুরানা পল্টন, ঢাকা-১০০০ Website : http://nsc.gov.bd (ক্রয় শাখা) Memo No. 34.03.0000.004.06.163.25/543 Date : 01/12/2025 "e-Tender Notice" e-Tenders are available in e-GP portal (http://www.eprocure.gov.bd) uploaded by National Sports Council, 62/3, Purana Paltan, Dhaka as stated below: SL No. Tender ID Tender Closing Date & Time 1 1167491 24-Dec-2025 17:00 This is an online tender, where only e-Tender will be accepted in the National e-GP System Portal. Further information and guidelines are available in the National e-GP System Portal (http://www.eprocure.gov.bd) and from e-GP help desk (helpdesk@eprocure.gov.bd). 01.12.25 Mohammed Amirul Ahsan (Deputy Secretary) Director (Sports) National Sports Council, Dhaka Phone: 02-41050144 E-mail: nscsports077@gmail.com DG-2186/25 (4"×3) — [521, 266, 745, 456]
table-row: 1183689 e-Tender/ADP/ChaMat-uttar/2025-26/05 LTM up to 17-Dec-2025 17:00 — [528, 889, 739, 905]
memo-date: Date : 01/12/2025 — [699, 319, 739, 326]
tender-address: Bagjan, Muljan, Manikganj. — [164, 287, 286, 299]
brief-item[interactable] — [6, 132, 202, 151]
dept-name: Local Government Engineering Department — [575, 716, 691, 723]
brief-item[interactable] — [6, 62, 202, 87]
signatory-org: Manikganj Palli Bidyut Samity — [329, 410, 398, 417]
tender-title: e-Tender Notice — [125, 304, 285, 321]
section-rule — [6, 262, 745, 263]
